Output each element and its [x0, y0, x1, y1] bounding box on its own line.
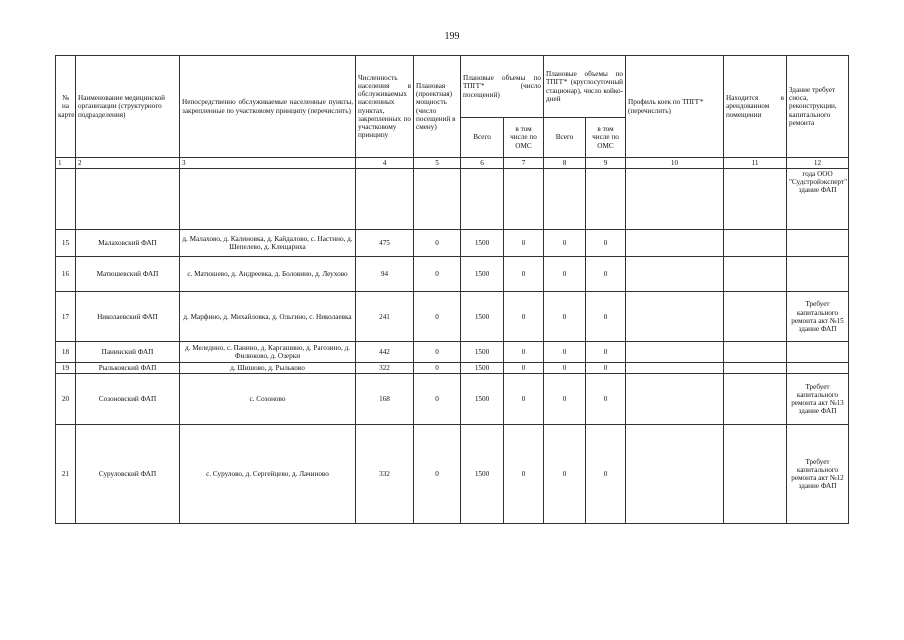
served-areas: с. Созоново: [180, 374, 356, 425]
table-row: [56, 374, 849, 425]
header-capacity: Плановая (проектная) мощность (число посещений в смену): [414, 56, 461, 158]
row-number: 19: [56, 363, 76, 374]
building-status: [787, 342, 849, 363]
bed-profile: [626, 230, 724, 257]
facilities-table: [55, 55, 849, 524]
header-beds-oms: в том числе по ОМС: [586, 118, 626, 158]
row-number: 21: [56, 425, 76, 524]
building-status: Требует капитального ремонта акт №12 здание ФАП: [787, 425, 849, 524]
beds-total: 0: [544, 257, 586, 292]
header-org: Наименование медицинской организации (структурного подразделения): [76, 56, 180, 158]
visits-total: 1500: [461, 363, 504, 374]
population-value: 168: [356, 374, 414, 425]
facility-name: Рыльковский ФАП: [76, 363, 180, 374]
capacity-value: 0: [414, 257, 461, 292]
building-status: [787, 230, 849, 257]
continuation-note: года ООО "Судстройэксперт" здание ФАП: [787, 169, 849, 230]
row-number: 20: [56, 374, 76, 425]
visits-total: 1500: [461, 257, 504, 292]
served-areas: д. Малахово, д. Калиновка, д. Кайдалово, с. Настино, д. Шепелево, д. Клещариха: [180, 230, 356, 257]
col-number: 12: [787, 158, 849, 169]
facility-name: Панинский ФАП: [76, 342, 180, 363]
continuation-row: [56, 169, 849, 230]
visits-total: 1500: [461, 374, 504, 425]
col-number: 2: [76, 158, 180, 169]
header-bed-profile: Профиль коек по ТПГГ* (перечислить): [626, 56, 724, 158]
table-row: [56, 230, 849, 257]
building-status: Требует капитального ремонта акт №15 здание ФАП: [787, 292, 849, 342]
visits-oms: 0: [504, 230, 544, 257]
header-areas: Непосредственно обслуживаемые населенные пункты, закрепленные по участковому принципу (перечислить): [180, 56, 356, 158]
table-row: [56, 363, 849, 374]
facility-name: Малаховский ФАП: [76, 230, 180, 257]
visits-oms: 0: [504, 425, 544, 524]
table-row: [56, 425, 849, 524]
col-number: 7: [504, 158, 544, 169]
beds-total: 0: [544, 292, 586, 342]
col-number: 3: [180, 158, 356, 169]
header-visits-total: Всего: [461, 118, 504, 158]
visits-total: 1500: [461, 342, 504, 363]
header-building: Здание требует сноса, реконструкции, капитального ремонта: [787, 56, 849, 158]
rented-value: [724, 342, 787, 363]
header-visits-oms: в том числе по ОМС: [504, 118, 544, 158]
population-value: 322: [356, 363, 414, 374]
row-number: 15: [56, 230, 76, 257]
col-number: 6: [461, 158, 504, 169]
visits-total: 1500: [461, 230, 504, 257]
visits-total: 1500: [461, 425, 504, 524]
population-value: 475: [356, 230, 414, 257]
building-status: Требует капитального ремонта акт №13 здание ФАП: [787, 374, 849, 425]
facility-name: Суруловский ФАП: [76, 425, 180, 524]
visits-oms: 0: [504, 374, 544, 425]
col-number: 11: [724, 158, 787, 169]
population-value: 241: [356, 292, 414, 342]
bed-profile: [626, 342, 724, 363]
population-value: 332: [356, 425, 414, 524]
col-number: 9: [586, 158, 626, 169]
beds-oms: 0: [586, 425, 626, 524]
beds-oms: 0: [586, 374, 626, 425]
header-rented: Находится в арендованном помещении: [724, 56, 787, 158]
table-row: [56, 292, 849, 342]
building-status: [787, 257, 849, 292]
header-population: Численность населения в обслуживаемых населенных пунктах, закрепленных по участковому принципу: [356, 56, 414, 158]
served-areas: д. Шишово, д. Рыльково: [180, 363, 356, 374]
beds-oms: 0: [586, 292, 626, 342]
visits-oms: 0: [504, 292, 544, 342]
bed-profile: [626, 257, 724, 292]
rented-value: [724, 363, 787, 374]
rented-value: [724, 292, 787, 342]
beds-oms: 0: [586, 230, 626, 257]
visits-oms: 0: [504, 257, 544, 292]
header-tpgg-visits: Плановые объемы по ТПГГ* (число посещений): [461, 56, 544, 118]
column-number-row: [56, 158, 849, 169]
facility-name: Матюшевский ФАП: [76, 257, 180, 292]
bed-profile: [626, 292, 724, 342]
header-no: № на карте: [56, 56, 76, 158]
col-number: 1: [56, 158, 76, 169]
beds-total: 0: [544, 374, 586, 425]
rented-value: [724, 374, 787, 425]
beds-oms: 0: [586, 257, 626, 292]
bed-profile: [626, 425, 724, 524]
beds-total: 0: [544, 230, 586, 257]
building-status: [787, 363, 849, 374]
col-number: 4: [356, 158, 414, 169]
capacity-value: 0: [414, 292, 461, 342]
beds-total: 0: [544, 363, 586, 374]
rented-value: [724, 425, 787, 524]
beds-oms: 0: [586, 342, 626, 363]
capacity-value: 0: [414, 374, 461, 425]
bed-profile: [626, 374, 724, 425]
served-areas: с. Матюшево, д. Андреевка, д. Боловино, д. Леухово: [180, 257, 356, 292]
table-row: [56, 257, 849, 292]
served-areas: д. Марфино, д. Михайловка, д. Ольгино, с. Николаевка: [180, 292, 356, 342]
capacity-value: 0: [414, 230, 461, 257]
header-beds-total: Всего: [544, 118, 586, 158]
header-tpgg-beds: Плановые объемы по ТПГГ* (круглосуточный стационар), число койко-дней: [544, 56, 626, 118]
col-number: 8: [544, 158, 586, 169]
visits-oms: 0: [504, 363, 544, 374]
population-value: 442: [356, 342, 414, 363]
capacity-value: 0: [414, 342, 461, 363]
population-value: 94: [356, 257, 414, 292]
beds-oms: 0: [586, 363, 626, 374]
facility-name: Николаевский ФАП: [76, 292, 180, 342]
facility-name: Созоновский ФАП: [76, 374, 180, 425]
capacity-value: 0: [414, 363, 461, 374]
row-number: 17: [56, 292, 76, 342]
rented-value: [724, 257, 787, 292]
col-number: 5: [414, 158, 461, 169]
row-number: 18: [56, 342, 76, 363]
served-areas: д. Меледино, с. Панино, д. Каргашино, д. Рагозино, д. Филюково, д. Озерки: [180, 342, 356, 363]
beds-total: 0: [544, 425, 586, 524]
served-areas: с. Сурулово, д. Сергейцево, д. Лачиново: [180, 425, 356, 524]
bed-profile: [626, 363, 724, 374]
page-number: 199: [444, 31, 460, 42]
visits-total: 1500: [461, 292, 504, 342]
col-number: 10: [626, 158, 724, 169]
table-row: [56, 342, 849, 363]
row-number: 16: [56, 257, 76, 292]
rented-value: [724, 230, 787, 257]
capacity-value: 0: [414, 425, 461, 524]
beds-total: 0: [544, 342, 586, 363]
visits-oms: 0: [504, 342, 544, 363]
